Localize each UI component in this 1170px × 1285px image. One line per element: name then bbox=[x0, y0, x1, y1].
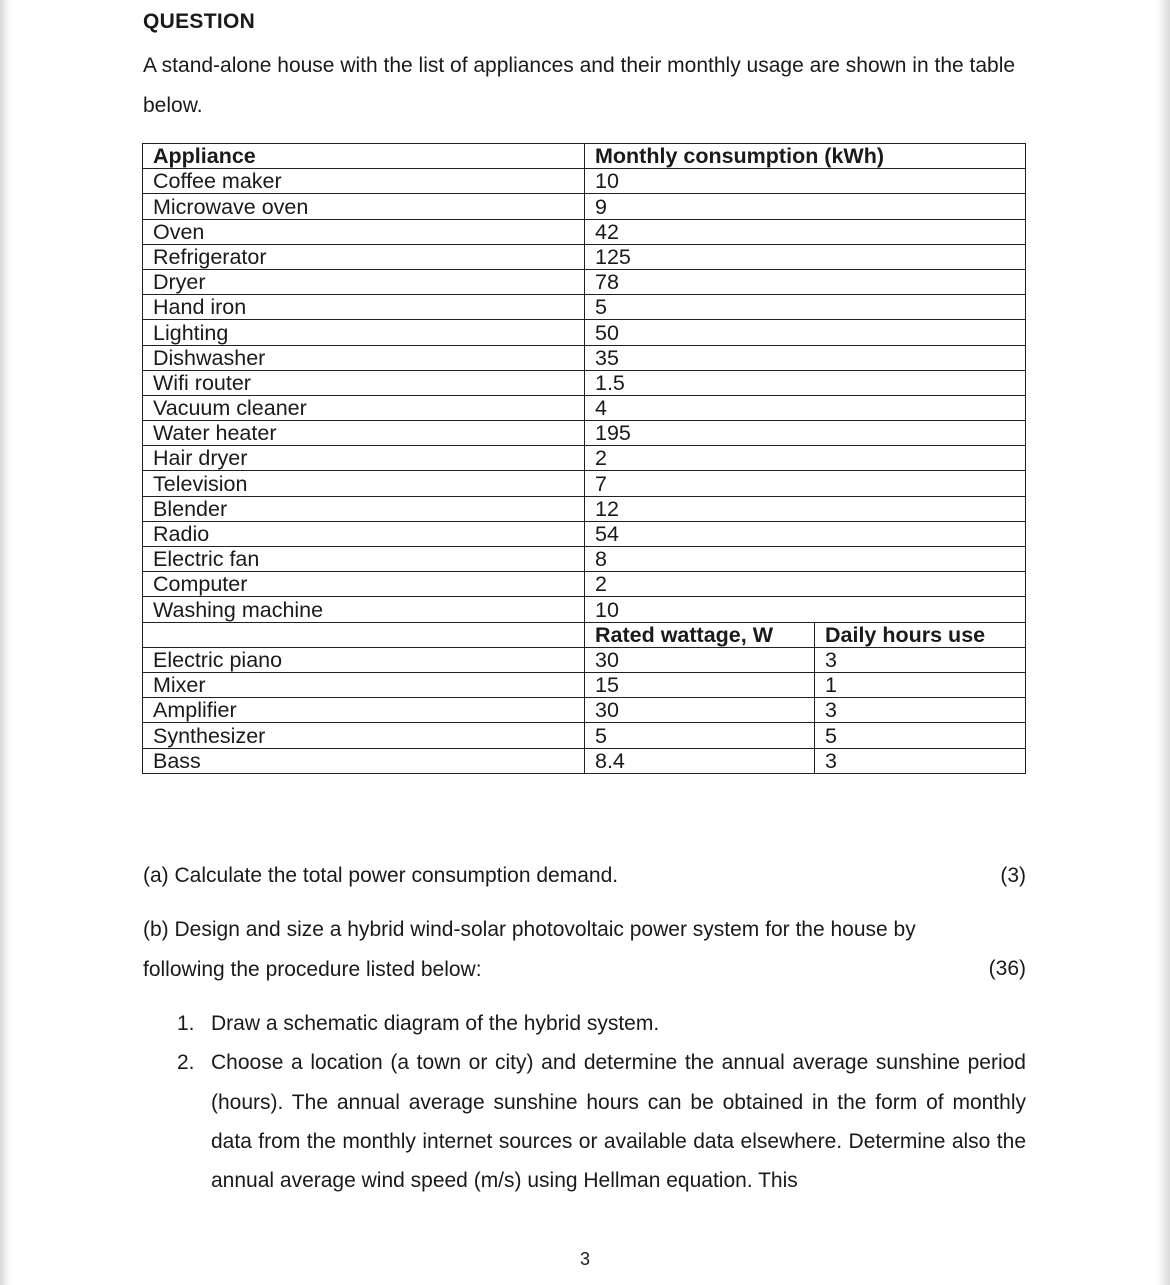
appliance-name: Refrigerator bbox=[143, 244, 585, 269]
list-item bbox=[143, 1004, 1026, 1043]
monthly-consumption-value: 54 bbox=[585, 521, 1026, 546]
header-appliance: Appliance bbox=[143, 144, 585, 169]
appliance-name: Oven bbox=[143, 219, 585, 244]
table-row bbox=[143, 521, 1026, 546]
monthly-consumption-value: 9 bbox=[585, 194, 1026, 219]
part-a-question: (a) Calculate the total power consumption demand. bbox=[143, 864, 619, 887]
appliance-name: Bass bbox=[143, 748, 585, 773]
appliance-table-body bbox=[143, 144, 1026, 774]
table-row bbox=[143, 647, 1026, 672]
monthly-consumption-value: 35 bbox=[585, 345, 1026, 370]
appliance-name: Washing machine bbox=[143, 597, 585, 622]
appliance-name: Electric piano bbox=[143, 647, 585, 672]
appliance-name: Wifi router bbox=[143, 370, 585, 395]
table-header-row bbox=[143, 144, 1026, 169]
list-item-text: Choose a location (a town or city) and determine the annual average sunshine period (hours). The annual average sunshine hours can be obtained in the form of monthly data from the monthly internet sources or available data elsewhere. Determine also the annual average wind speed (m/s) using Hellman equation. This bbox=[211, 1051, 1026, 1193]
monthly-consumption-value: 8 bbox=[585, 547, 1026, 572]
table-row bbox=[143, 370, 1026, 395]
subheader-empty bbox=[143, 622, 585, 647]
daily-hours-value: 3 bbox=[815, 698, 1026, 723]
appliance-name: Hand iron bbox=[143, 295, 585, 320]
table-row bbox=[143, 169, 1026, 194]
header-rated-wattage: Rated wattage, W bbox=[585, 622, 815, 647]
table-row bbox=[143, 269, 1026, 294]
table-row bbox=[143, 395, 1026, 420]
list-item-number: 2. bbox=[177, 1051, 195, 1075]
part-a-marks: (3) bbox=[1000, 864, 1026, 887]
appliance-name: Water heater bbox=[143, 421, 585, 446]
table-row bbox=[143, 295, 1026, 320]
appliance-name: Computer bbox=[143, 572, 585, 597]
monthly-consumption-value: 12 bbox=[585, 496, 1026, 521]
appliance-name: Microwave oven bbox=[143, 194, 585, 219]
question-heading: QUESTION bbox=[143, 10, 256, 33]
table-row bbox=[143, 723, 1026, 748]
appliance-name: Synthesizer bbox=[143, 723, 585, 748]
table-row bbox=[143, 320, 1026, 345]
appliance-name: Coffee maker bbox=[143, 169, 585, 194]
table-row bbox=[143, 446, 1026, 471]
monthly-consumption-value: 4 bbox=[585, 395, 1026, 420]
rated-wattage-value: 30 bbox=[585, 698, 815, 723]
part-b-marks: (36) bbox=[988, 957, 1026, 980]
monthly-consumption-value: 10 bbox=[585, 597, 1026, 622]
rated-wattage-value: 5 bbox=[585, 723, 815, 748]
monthly-consumption-value: 195 bbox=[585, 421, 1026, 446]
appliance-name: Amplifier bbox=[143, 698, 585, 723]
table-row bbox=[143, 672, 1026, 697]
table-row bbox=[143, 244, 1026, 269]
appliance-name: Electric fan bbox=[143, 547, 585, 572]
list-item-number: 1. bbox=[177, 1012, 195, 1035]
monthly-consumption-value: 2 bbox=[585, 572, 1026, 597]
appliance-name: Dishwasher bbox=[143, 345, 585, 370]
header-daily-hours: Daily hours use bbox=[815, 622, 1026, 647]
monthly-consumption-value: 7 bbox=[585, 471, 1026, 496]
list-item bbox=[143, 1043, 1026, 1200]
table-row bbox=[143, 547, 1026, 572]
table-row bbox=[143, 219, 1026, 244]
monthly-consumption-value: 50 bbox=[585, 320, 1026, 345]
appliance-name: Blender bbox=[143, 496, 585, 521]
monthly-consumption-value: 78 bbox=[585, 269, 1026, 294]
table-row bbox=[143, 496, 1026, 521]
monthly-consumption-value: 125 bbox=[585, 244, 1026, 269]
rated-wattage-value: 15 bbox=[585, 672, 815, 697]
table-subheader-row bbox=[143, 622, 1026, 647]
appliance-name: Dryer bbox=[143, 269, 585, 294]
page-shadow-right bbox=[1156, 0, 1170, 1285]
table-row bbox=[143, 471, 1026, 496]
table-row bbox=[143, 421, 1026, 446]
rated-wattage-value: 30 bbox=[585, 647, 815, 672]
daily-hours-value: 3 bbox=[815, 647, 1026, 672]
daily-hours-value: 1 bbox=[815, 672, 1026, 697]
page-number: 3 bbox=[579, 1249, 590, 1269]
appliance-name: Hair dryer bbox=[143, 446, 585, 471]
appliance-name: Lighting bbox=[143, 320, 585, 345]
appliance-table bbox=[142, 143, 1026, 774]
table-row bbox=[143, 597, 1026, 622]
appliance-name: Television bbox=[143, 471, 585, 496]
rated-wattage-value: 8.4 bbox=[585, 748, 815, 773]
intro-paragraph: A stand-alone house with the list of appliances and their monthly usage are shown in the table below. bbox=[143, 54, 1016, 117]
list-item-text: Draw a schematic diagram of the hybrid system. bbox=[211, 1012, 660, 1035]
part-b-question: (b) Design and size a hybrid wind-solar photovoltaic power system for the house by following the procedure listed below: bbox=[143, 918, 916, 981]
monthly-consumption-value: 2 bbox=[585, 446, 1026, 471]
daily-hours-value: 5 bbox=[815, 723, 1026, 748]
daily-hours-value: 3 bbox=[815, 748, 1026, 773]
monthly-consumption-value: 1.5 bbox=[585, 370, 1026, 395]
monthly-consumption-value: 42 bbox=[585, 219, 1026, 244]
table-row bbox=[143, 698, 1026, 723]
table-row bbox=[143, 572, 1026, 597]
monthly-consumption-value: 5 bbox=[585, 295, 1026, 320]
appliance-name: Mixer bbox=[143, 672, 585, 697]
page-shadow-left bbox=[0, 0, 12, 1285]
appliance-name: Radio bbox=[143, 521, 585, 546]
table-row bbox=[143, 194, 1026, 219]
header-monthly-consumption: Monthly consumption (kWh) bbox=[585, 144, 1026, 169]
monthly-consumption-value: 10 bbox=[585, 169, 1026, 194]
table-row bbox=[143, 345, 1026, 370]
appliance-name: Vacuum cleaner bbox=[143, 395, 585, 420]
table-row bbox=[143, 748, 1026, 773]
procedure-list bbox=[143, 1004, 1026, 1200]
